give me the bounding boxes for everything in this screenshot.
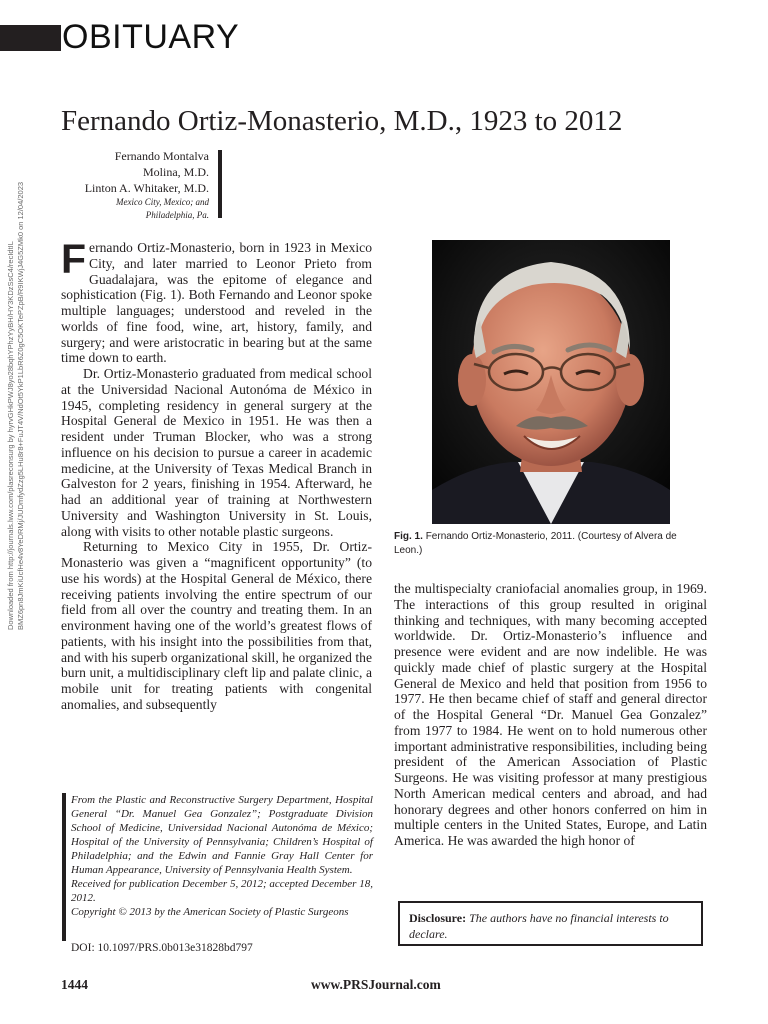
disclosure-text: The authors have no financial interests to declare. [409,911,669,941]
download-notice [2,170,30,630]
portrait-illustration [432,240,670,524]
portrait-photo [432,240,670,524]
doi: DOI: 10.1097/PRS.0b013e31828bd797 [71,942,253,954]
author-line: Linton A. Whitaker, M.D. [84,181,209,195]
figure-caption-text: Fernando Ortiz-Monasterio, 2011. (Courtesy of Alvera de Leon.) [394,531,677,556]
journal-url: www.PRSJournal.com [311,977,441,992]
download-notice-text: Downloaded from http://journals.lww.com/plasreconsurg by hyrvGHkPWJ8yo28bqhYPhzYyBH/HY3KDzSsC4/recIdtIL BMZ6pn8JmKiUcfHe4v8YeDRMj/JUDmfydZzg5LHu8r8+FuJT4V/NdOt5YkP1LbR6Z0gC5OKTePZpB/R9IKWjJ4G5ZMk0 on 12/04/2023 [6,181,25,630]
disclosure-box [398,901,703,946]
section-marker-bar [0,25,61,51]
body-paragraph: Returning to Mexico City in 1955, Dr. Ortiz-Monasterio was given a “magnificent opportunity” (to use his words) at the Hospital General de México, there receiving patients involving the entire spectrum of our field from all over the country and treating them. In an environment having one of the world’s greatest flows of patients, with his insight into the possibilities from that, and with his superb organizational skill, he organized the burn unit, a multidisciplinary cleft lip and palate clinic, a mobile unit for treating patients with congenital anomalies, and subsequently [61,539,372,712]
page-number: 1444 [61,977,88,992]
body-column-right [394,581,707,849]
affiliation-text: From the Plastic and Reconstructive Surgery Department, Hospital General “Dr. Manuel Gea Gonzalez”; Postgraduate Division School of Medicine, Universidad Nacional Autonóma de México; Hospital of the University of Pennsylvania; Children’s Hospital of Philadelphia; and the Edwin and Fannie Gray Hall Center for Human Appearance, University of Pennsylvania Health System. [71,794,373,876]
body-paragraph: Dr. Ortiz-Monasterio graduated from medical school at the Universidad Nacional Autonóma de México in 1945, completing residency in general surgery at the Hospital General de Mexico in 1951. He was then a resident under Truman Blocker, who was a strong influence on his decision to pursue a career in academic medicine, at the University of Texas Medical Branch in Galveston for 2 years, finishing in 1954. Afterward, he had an additional year of training at Northwestern University and Washington University in St. Louis, along with visits to other notable plastic surgeons. [61,366,372,539]
copyright-notice: Copyright © 2013 by the American Society of Plastic Surgeons [71,906,349,918]
affiliation-rule [62,793,66,941]
disclosure-label: Disclosure: [409,911,467,925]
author-block [61,148,209,222]
drop-cap: F [61,236,87,282]
article-title: Fernando Ortiz-Monasterio, M.D., 1923 to 2012 [61,105,623,137]
affiliation-block [71,793,373,919]
body-paragraph: the multispecialty craniofacial anomalies group, in 1969. The interactions of this group resulted in original thinking and techniques, with many becoming accepted worldwide. Dr. Ortiz-Monasterio’s influence and presence were evident and are now indelible. He was quickly made chief of plastic surgery at the Hospital General de Mexico and held that position from 1956 to 1977. He then became chief of staff and general director of the Hospital General “Dr. Manuel Gea Gonzalez” from 1977 to 1984. He went on to hold numerous other important administrative responsibilities, including being president of the American Association of Plastic Surgeons. He was visiting professor at many prestigious North American medical centers and abroad, and had honorary degrees and other honors conferred on him in multiple centers in the United States, Europe, and Latin America. He was awarded the high honor of [394,581,707,848]
body-column-left [61,236,372,713]
body-paragraph [61,236,372,366]
author-divider-rule [218,150,222,218]
received-dates: Received for publication December 5, 2012; accepted December 18, 2012. [71,878,373,904]
figure-label: Fig. 1. [394,531,423,542]
section-title: OBITUARY [62,18,240,56]
figure-caption [394,530,707,558]
author-line: Fernando Montalva [114,149,209,163]
author-location: Philadelphia, Pa. [145,210,209,220]
paragraph-text: ernando Ortiz-Monasterio, born in 1923 in Mexico City, and later married to Leonor Prieto from Guadalajara, was the epitome of elegance and sophistication (Fig. 1). Both Fernando and Leonor spoke multiple languages; understood and reveled in the worlds of fine food, wine, art, history, family, and surgery; and were aristocratic in bearing but at the same time down to earth. [61,240,372,366]
author-line: Molina, M.D. [143,165,209,179]
author-location: Mexico City, Mexico; and [116,197,209,207]
